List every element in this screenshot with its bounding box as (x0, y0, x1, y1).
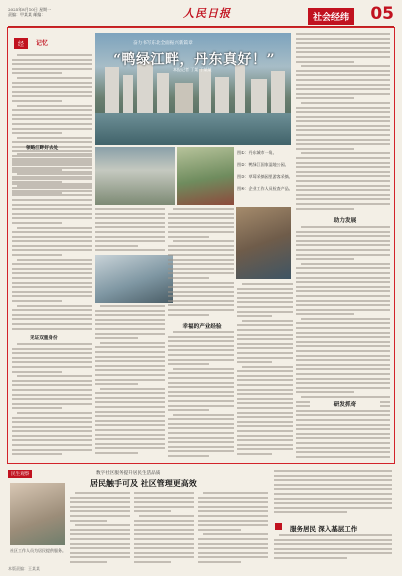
bottom-section-tag: 民生观察 (8, 470, 32, 478)
photo-strawberry (177, 147, 234, 205)
left-column-text-3 (12, 343, 92, 459)
bottom-photo-caption: 社区工作人员为居民提供服务。 (10, 548, 66, 553)
mid-column-text-1 (95, 208, 165, 252)
caption-4: 图④：企业工作人员检查产品。 (237, 186, 293, 191)
mid-column-text-4 (168, 331, 234, 460)
right-subhead-1: 助力发展 (333, 218, 357, 224)
newspaper-logo: 人民日报 (183, 7, 231, 20)
editors-text: 责编：甲某某 邮编： (8, 12, 46, 17)
date-text: 2025年8月10日 星期一 (8, 7, 52, 12)
issue-date (8, 7, 51, 17)
photo-workers (236, 207, 291, 279)
bottom-headline: 居民触手可及 社区管理更高效 (90, 478, 197, 488)
photo-wetland (95, 147, 175, 205)
bottom-text-3 (198, 492, 268, 564)
right-subhead-2: 研发抓奇 (310, 400, 380, 408)
bottom-text-2 (134, 492, 194, 564)
bottom-right-text-1 (274, 470, 392, 520)
left-subhead-1: 领略江畔好去处 (26, 146, 59, 151)
mid-subhead-1: 幸福的产业经验 (182, 324, 222, 330)
caption-3: 图③：草莓采摘园里游客采摘。 (237, 174, 293, 179)
column-logo-tag: 经 (14, 38, 28, 49)
column-logo (12, 36, 92, 48)
right-column-text-2 (296, 226, 390, 460)
right-column-text-1 (296, 33, 390, 211)
left-column-text-2 (12, 153, 92, 331)
photo-factory (95, 255, 173, 303)
masthead (8, 4, 394, 27)
bottom-kicker: 数字社区服务提升居民生活品质 (96, 471, 161, 476)
mid-column-text-2 (168, 208, 234, 318)
caption-2: 图②：鸭绿江国家湿地公园。 (237, 162, 289, 167)
mid-column-text-5 (237, 283, 293, 460)
bottom-text-1 (70, 492, 130, 564)
bottom-right-text-2 (274, 534, 392, 564)
caption-1: 图①：丹东城市一角。 (237, 150, 277, 155)
column-logo-title: 记忆 (36, 40, 49, 47)
page-number: 05 (370, 4, 394, 24)
hero-byline: 本报记者 丁某 丁某某 (173, 67, 212, 72)
hero-headline: “鸭绿江畔，丹东真好！” (113, 52, 276, 68)
bottom-photo (10, 483, 65, 545)
hero-photo (95, 33, 291, 145)
river (95, 113, 291, 145)
left-subhead-2: 见证双重身份 (30, 336, 58, 341)
bottom-right-headline: 服务居民 深入基层工作 (290, 525, 358, 533)
page-footer: 本版责编：王某某 (8, 566, 40, 571)
mid-column-text-3 (95, 305, 165, 460)
section-name: 社会经纬 (308, 8, 354, 25)
hero-kicker: 奋力书写东北全面振兴新篇章 (133, 41, 193, 46)
square-bullet-icon (275, 523, 282, 530)
